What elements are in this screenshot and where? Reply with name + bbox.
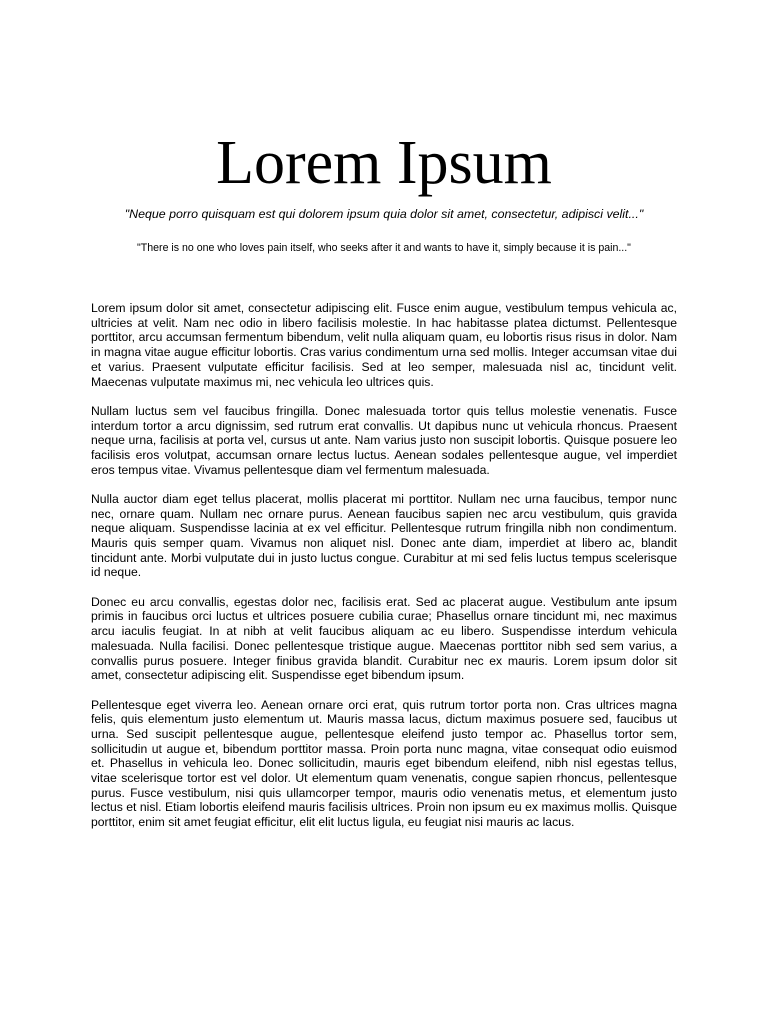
latin-quote: "Neque porro quisquam est qui dolorem ipsum quia dolor sit amet, consectetur, adipisci velit..." <box>124 207 644 221</box>
body-text <box>91 301 677 844</box>
document-title: Lorem Ipsum <box>216 129 552 197</box>
paragraph-1: Lorem ipsum dolor sit amet, consectetur adipiscing elit. Fusce enim augue, vestibulum tempus vehicula ac, ultricies at velit. Nam nec odio in libero facilisis molestie. In hac habitasse platea dictumst. Pellentesque porttitor, arcu accumsan fermentum bibendum, velit nulla aliquam quam, eu lobortis risus risus in dolor. Nam in magna vitae augue efficitur lobortis. Cras varius condimentum urna sed mollis. Integer accumsan vitae dui et varius. Praesent vulputate efficitur facilisis. Sed at leo semper, malesuada nisl ac, tincidunt velit. Maecenas vulputate maximus mi, nec vehicula leo ultrices quis. <box>91 301 677 389</box>
paragraph-5: Pellentesque eget viverra leo. Aenean ornare orci erat, quis rutrum tortor porta non. Cras ultrices magna felis, quis elementum justo elementum ut. Mauris massa lacus, dictum maximus posuere sed, faucibus ut urna. Sed suscipit pellentesque augue, pellentesque eleifend justo tempor ac. Phasellus tortor sem, sollicitudin ut augue et, bibendum porttitor massa. Proin porta nunc magna, vitae consequat odio euismod et. Phasellus in vehicula leo. Donec sollicitudin, mauris eget bibendum eleifend, nibh nisl egestas tellus, vitae scelerisque tortor est vel dolor. Ut elementum quam venenatis, congue sapien rhoncus, pellentesque purus. Fusce vestibulum, nisi quis ullamcorper tempor, mauris odio venenatis metus, et elementum justo lectus et nisl. Etiam lobortis eleifend mauris facilisis ultrices. Proin non ipsum eu ex maximus mollis. Quisque porttitor, enim sit amet feugiat efficitur, elit elit luctus ligula, eu feugiat nisi mauris ac lacus. <box>91 697 677 830</box>
paragraph-4: Donec eu arcu convallis, egestas dolor nec, facilisis erat. Sed ac placerat augue. Vestibulum ante ipsum primis in faucibus orci luctus et ultrices posuere cubilia curae; Phasellus ornare tincidunt mi, nec maximus arcu iaculis feugiat. In at nibh at velit faucibus aliquam ac eu libero. Suspendisse interdum vehicula malesuada. Nulla facilisi. Donec pellentesque tristique augue. Maecenas porttitor nibh sed sem varius, a convallis purus posuere. Integer finibus gravida blandit. Curabitur nec ex mauris. Lorem ipsum dolor sit amet, consectetur adipiscing elit. Suspendisse eget bibendum ipsum. <box>91 594 677 683</box>
paragraph-3: Nulla auctor diam eget tellus placerat, mollis placerat mi porttitor. Nullam nec urna faucibus, tempor nunc nec, ornare quam. Nullam nec ornare purus. Aenean faucibus sapien nec arcu vestibulum, quis gravida neque aliquam. Suspendisse lacinia at ex vel efficitur. Pellentesque rutrum fringilla nibh non condimentum. Mauris quis semper quam. Vivamus non aliquet nisl. Donec ante diam, imperdiet at libero ac, blandit tincidunt ante. Morbi vulputate dui in justo luctus congue. Curabitur at mi sed felis luctus tempus scelerisque id neque. <box>91 491 677 580</box>
english-quote: "There is no one who loves pain itself, who seeks after it and wants to have it, simply because it is pain..." <box>137 242 631 254</box>
paragraph-2: Nullam luctus sem vel faucibus fringilla. Donec malesuada tortor quis tellus molestie venenatis. Fusce interdum tortor a arcu dignissim, sed rutrum erat convallis. Ut dapibus nunc ut vehicula rhoncus. Praesent neque urna, facilisis at porta vel, cursus ut ante. Nam varius justo non suscipit lobortis. Quisque posuere leo facilisis eros volutpat, accumsan ornare lectus luctus. Aenean sodales pellentesque augue, vel imperdiet eros tempus vitae. Vivamus pellentesque diam vel fermentum malesuada. <box>91 403 677 477</box>
